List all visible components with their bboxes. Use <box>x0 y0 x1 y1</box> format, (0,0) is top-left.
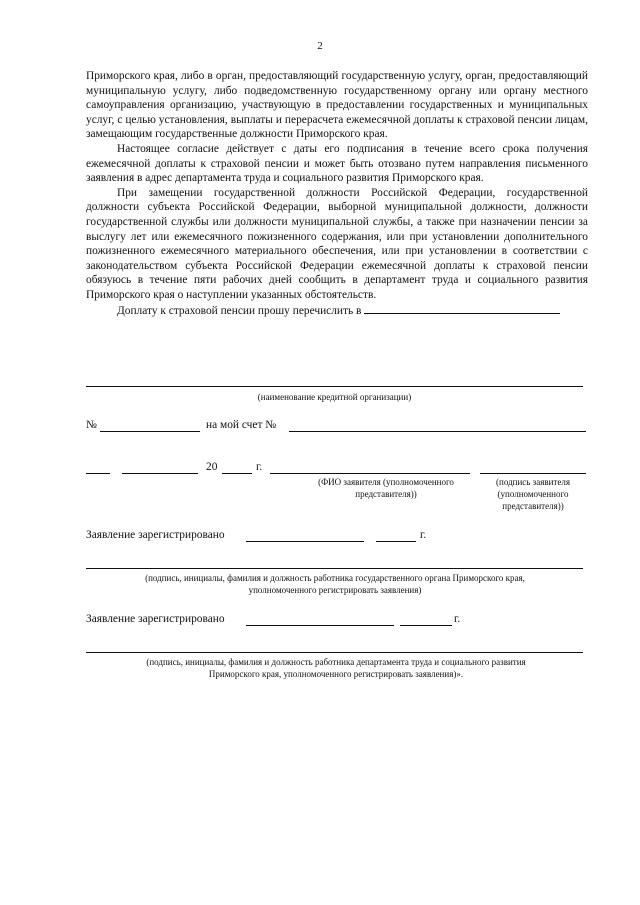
registration-year-field-2[interactable] <box>400 625 452 626</box>
paragraph-consent-validity: Настоящее согласие действует с даты его подписания в течение всего срока получения ежемесячной доплаты к страховой пенсии и может быть отозвано путем направления письменного заявления в адрес департамента труда и социального развития Приморского края. <box>86 142 588 185</box>
registrar-caption-1: (подпись, инициалы, фамилия и должность работника государственного органа Приморского края, уполномоченного регистрировать заявления) <box>145 573 525 595</box>
number-sign: № <box>86 419 97 431</box>
paragraph-consent-continuation: Приморского края, либо в орган, предоставляющий государственную услугу, орган, предоставляющий муниципальную услугу, либо подведомственную государственному органу или органу местного самоуправления организацию, участвующую в предоставлении государственных и муниципальных услуг, с целью установления, выплаты и перерасчета ежемесячной доплаты к страховой пенсии лицам, замещающим государственные должности Приморского края. <box>86 70 588 141</box>
fio-field[interactable] <box>270 473 470 474</box>
paragraph-obligation: При замещении государственной должности Российской Федерации, государственной должности субъекта Российской Федерации, выборной муниципальной должности, должности государственной службы или должности муниципальной службы, а также при назначении пенсии за выслугу лет или ежемесячного пожизненного содержания, или при установлении дополнительного пожизненного ежемесячного материального обеспечения, или при установлении в соответствии с законодательством субъекта Российской Федерации ежемесячной доплаты к страховой пенсии обязуюсь в течение пяти рабочих дней сообщить в департамент труда и социального развития Приморского края о наступлении указанных обстоятельств. <box>86 186 588 301</box>
registrar-caption-2: (подпись, инициалы, фамилия и должность работника департамента труда и социального развития Приморского края, уполномоченного регистрировать заявления)». <box>146 657 526 679</box>
registered-suffix-2: г. <box>454 613 461 625</box>
document-number-field[interactable] <box>100 431 200 432</box>
registrar-signature-line-1[interactable] <box>86 568 583 569</box>
transfer-request-label: Доплату к страховой пенсии прошу перечислить в <box>117 304 362 317</box>
signature-field[interactable] <box>480 473 586 474</box>
registered-label-1: Заявление зарегистрировано <box>86 529 225 541</box>
registrar-signature-line-2[interactable] <box>86 652 583 653</box>
registered-label-2: Заявление зарегистрировано <box>86 613 225 625</box>
date-year-field[interactable] <box>222 473 252 474</box>
transfer-request-line <box>86 303 588 319</box>
year-suffix: г. <box>256 461 263 473</box>
fio-caption: (ФИО заявителя (уполномоченного представителя)) <box>318 477 454 499</box>
registration-date-field-2[interactable] <box>246 625 394 626</box>
registration-year-field-1[interactable] <box>376 541 416 542</box>
account-label: на мой счет № <box>206 419 277 431</box>
date-month-field[interactable] <box>122 473 198 474</box>
signature-caption: (подпись заявителя (уполномоченного представителя)) <box>496 477 570 511</box>
date-day-field[interactable] <box>86 473 110 474</box>
bank-caption: (наименование кредитной организации) <box>257 392 412 402</box>
registration-date-field-1[interactable] <box>246 541 364 542</box>
consent-text <box>86 69 588 318</box>
account-number-field[interactable] <box>289 431 586 432</box>
date-year-prefix: 20 <box>206 461 218 473</box>
page-number: 2 <box>317 40 323 52</box>
bank-name-field[interactable] <box>364 303 560 314</box>
bank-name-line[interactable] <box>86 386 583 387</box>
registered-suffix-1: г. <box>420 529 427 541</box>
